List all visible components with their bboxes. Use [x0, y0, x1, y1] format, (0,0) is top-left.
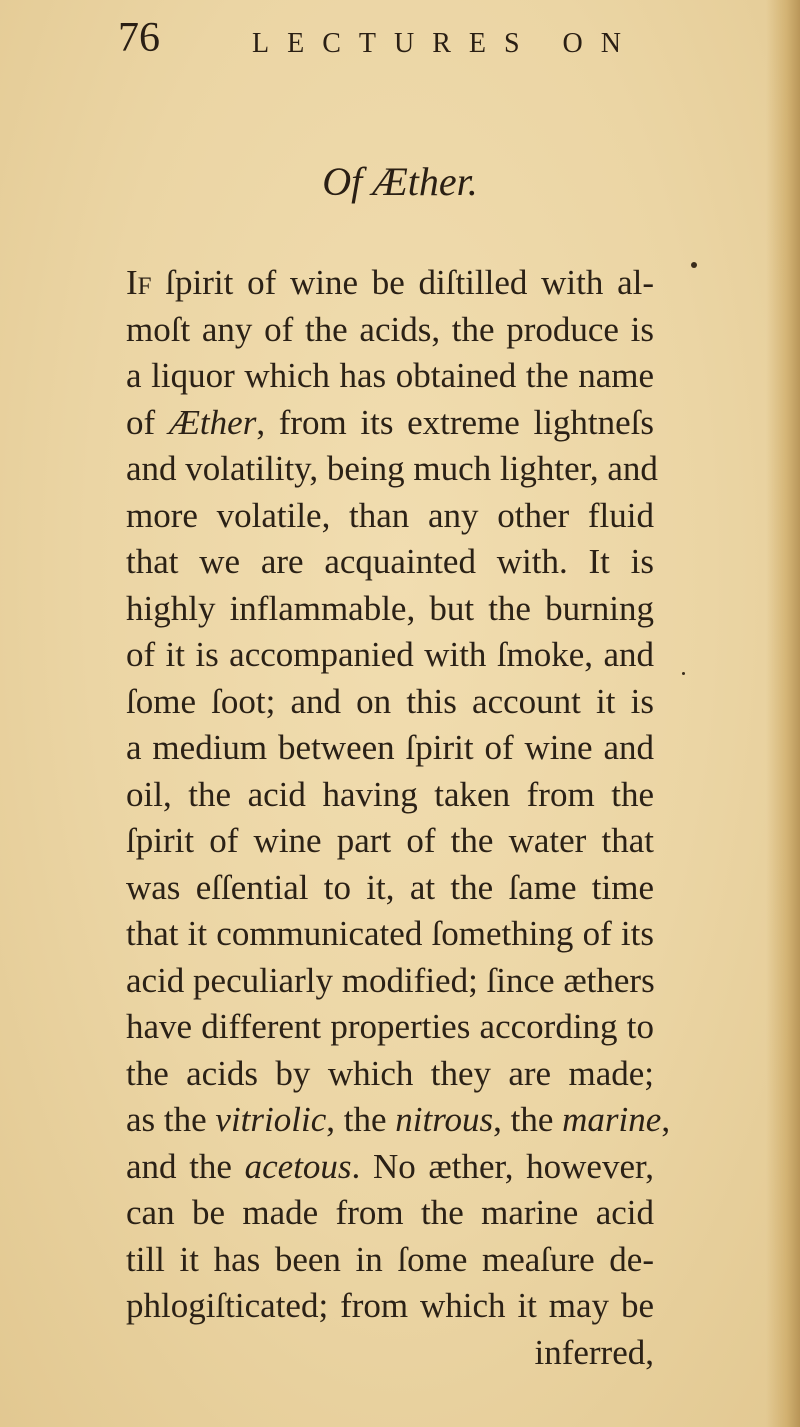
text-line: of it is accompanied with ſmoke, and — [126, 635, 654, 674]
text-line: the acids by which they are made; — [126, 1053, 654, 1093]
page-header — [118, 14, 678, 74]
text-line-catchword: inferred, — [534, 1332, 654, 1372]
text-line: have different properties according to — [126, 1007, 654, 1046]
body-paragraph — [126, 260, 671, 1376]
page-number: 76 — [118, 15, 160, 61]
text-line: acid peculiarly modified; ſince æthers — [126, 960, 655, 1000]
text-line: oil, the acid having taken from the — [126, 774, 654, 814]
text-line: of Æther, from its extreme lightneſs — [126, 402, 655, 442]
text-line: moſt any of the acids, the produce is — [126, 309, 654, 349]
page-edge-shadow — [766, 0, 800, 1427]
text-line: If ſpirit of wine be diſtilled with al- — [126, 263, 654, 302]
text-line: highly inflammable, but the burning — [126, 588, 654, 628]
running-head: LECTURES ON — [252, 28, 639, 59]
section-title: Of Æther. — [322, 159, 478, 204]
text-line: a liquor which has obtained the name — [126, 356, 654, 395]
text-line: more volatile, than any other fluid — [126, 495, 654, 535]
text-line: ſome ſoot; and on this account it is — [126, 681, 654, 721]
text-line: a medium between ſpirit of wine and — [126, 728, 654, 767]
paper-speck — [682, 672, 685, 675]
text-line: phlogiſticated; from which it may be — [126, 1286, 654, 1325]
text-line: can be made from the marine acid — [126, 1193, 654, 1232]
text-line: that we are acquainted with. It is — [126, 542, 654, 581]
text-line: and volatility, being much lighter, and — [126, 449, 658, 488]
text-line: till it has been in ſome meaſure de- — [126, 1239, 654, 1279]
paper-speck — [691, 262, 697, 268]
text-line: was eſſential to it, at the ſame time — [126, 867, 654, 907]
text-line: that it communicated ſomething of its — [126, 914, 654, 953]
text-line: as the vitriolic, the nitrous, the marine, — [126, 1100, 671, 1139]
text-line: ſpirit of wine part of the water that — [126, 821, 654, 860]
text-line: and the acetous. No æther, however, — [126, 1146, 655, 1186]
